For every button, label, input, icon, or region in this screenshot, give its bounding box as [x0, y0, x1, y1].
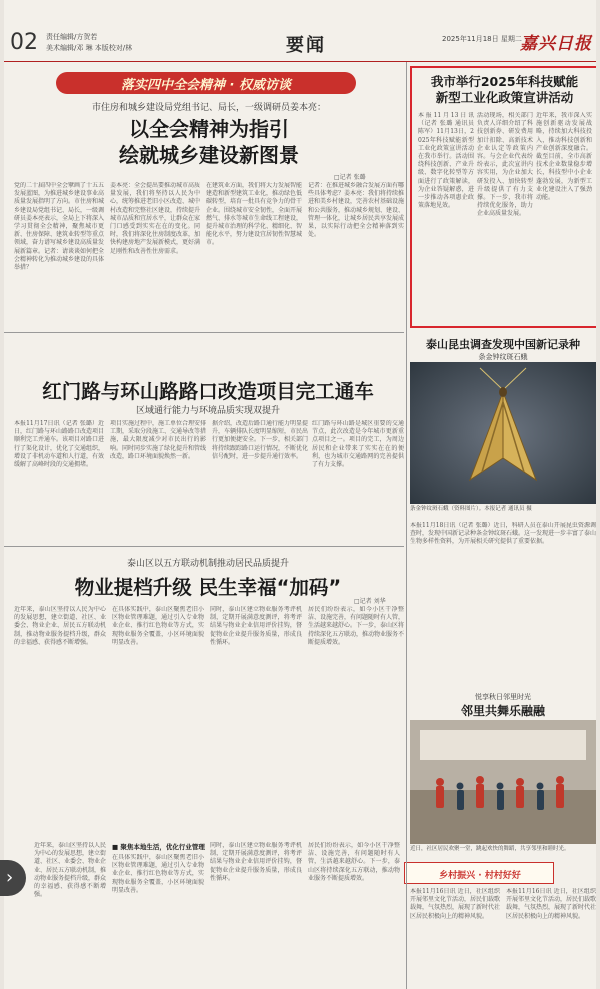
- topic-banner: 落实四中全会精神 · 权威访谈: [56, 72, 356, 94]
- editor-info: 责任编辑/方贺若 美术编辑/邓 琳 本版校对/林: [46, 33, 133, 52]
- article1-headline[interactable]: 以全会精神为指引 绘就城乡建设新图景: [119, 117, 299, 167]
- insect-photo: [410, 362, 596, 504]
- article1-column: 党的二十届四中全会擘画了十五五发展蓝图，为推进城乡建设事业高质量发展指明了方向。市住房和城乡建设局党组书记、局长，一级调研员姜本亮表示，全局上下将深入学习贯彻全会精神，聚焦城市更新、住房保障、建筑业转型等重点领域，奋力谱写城乡建设高质量发展新篇章。记者：请谈谈如何把全会精神转化为推动城乡建设的具体举措？: [14, 182, 104, 272]
- column-divider: [406, 62, 407, 989]
- photo2-text: 本报11月16日讯 近日，社区组织开展邻里文化节活动，居民们载歌载舞，气氛热烈，展现了新时代社区居民积极向上的精神风貌。: [506, 888, 596, 920]
- article2-headline[interactable]: 红门路与环山路路口改造项目完工通车: [42, 380, 374, 403]
- highlighted-article-column: 本报11月13日讯（记者 张璐 通讯员 陈军）11月13日，2025年科技赋能新型工业化政策宣讲活动在我市举行。活动围绕科技创新、产业升级、数字化转型等方面进行了政策解读，为企业答疑解惑，进一步推动各项惠企政策落地见效。: [418, 112, 474, 210]
- newspaper-page: [4, 0, 596, 989]
- highlighted-article-title: 我市举行2025年科技赋能 新型工业化政策宣讲活动: [430, 74, 579, 105]
- article2-column: 项目实施过程中，施工单位合理安排工期，采取分段施工、交通导改等措施，最大限度减少对市民出行的影响。同时同步实施了绿化提升和管线改造，路口环境面貌焕然一新。: [110, 420, 206, 460]
- dancers-icon: [410, 720, 596, 844]
- photo1-text: 本报11月18日讯（记者 张璐）近日，科研人员在泰山开展昆虫资源调查时，发现中国新记录种条金钟纹斑石蛾。这一发现进一步丰富了泰山生物多样性资料，为开展相关研究提供了重要依据。: [410, 522, 596, 546]
- article1-column: 在建筑业方面，我们将大力发展智能建造和新型建筑工业化，推动绿色低碳转型，培育一批具有竞争力的骨干企业。围绕城市安全韧性，全面开展燃气、排水等城市生命线工程建设，提升城市治理的科学化、精细化、智能化水平，努力建设宜居韧性智慧城市。: [206, 182, 302, 247]
- photo2-title[interactable]: 邻里共舞乐融融: [460, 704, 545, 718]
- article3-column: 同时，泰山区建立物业服务考评机制，定期开展满意度测评，将考评结果与物业企业信用评价挂钩，督促物业企业提升服务质量，形成良性循环。: [210, 842, 302, 882]
- article1-kicker: 市住房和城乡建设局党组书记、局长，一级调研员姜本亮：: [91, 103, 326, 113]
- highlighted-article[interactable]: [410, 66, 596, 328]
- page-number: 02: [10, 30, 38, 55]
- masthead: [4, 28, 596, 62]
- ad-banner[interactable]: 乡村振兴 · 村村好好: [404, 862, 554, 884]
- article3-column: 近年来，泰山区坚持以人民为中心的发展思想，建立街道、社区、业委会、物业企业、居民五方联动机制，推动物业服务提档升级，群众的幸福感、获得感不断增强。: [14, 606, 106, 646]
- article2-column: 据介绍，改造后路口通行能力明显提升，车辆排队长度明显缩短，市民出行更加便捷安全。下一步，相关部门将持续跟踪路口运行情况，不断优化信号配时，进一步提升通行效率。: [212, 420, 308, 460]
- dance-photo: [410, 720, 596, 844]
- article3-column: 在具体实践中，泰山区聚焦老旧小区物业管理难题，通过引入专业物业企业、推行红色物业等方式，实现物业服务全覆盖，小区环境面貌明显改善。: [112, 606, 204, 646]
- divider: [4, 332, 404, 333]
- chevron-right-icon: ›: [6, 867, 14, 888]
- highlighted-article-column: 活动现场，相关部门负责人详细介绍了科技创新券、研发费用加计扣除、高新技术企业认定等政策内容。与会企业代表纷纷表示，此次宣讲内容实用，为企业加大研发投入、加快转型升级提供了有力支撑。下一步，我市将持续优化服务，助力企业高质量发展。: [477, 112, 533, 218]
- article1-byline: □记者 张璐: [334, 174, 366, 181]
- moth-icon: [410, 362, 596, 504]
- article2-column: 本报11月17日讯（记者 张璐）近日，红门路与环山路路口改造项目顺利完工并通车。该项目对路口进行了渠化设计，优化了交通组织，增设了非机动车道和人行道，有效缓解了高峰时段的交通拥堵。: [14, 420, 104, 469]
- section-title: 要闻: [286, 35, 326, 56]
- article3-column: 近年来，泰山区坚持以人民为中心的发展思想，建立街道、社区、业委会、物业企业、居民五方联动机制，推动物业服务提档升级，群众的幸福感、获得感不断增强。: [34, 842, 106, 899]
- divider: [4, 546, 404, 547]
- photo1-caption: 条金钟纹斑石蛾（资料图片）。本报记者 通讯员 摄: [410, 506, 532, 512]
- article1-column: 姜本亮：全会提出要推动城市高质量发展，我们将坚持以人民为中心，统筹推进老旧小区改造、城中村改造和完整社区建设，持续提升城市品质和宜居水平，让群众在家门口感受到实实在在的变化。同时，我们将深化住房制度改革，加快构建房地产发展新模式，更好满足刚性和改善性住房需求。: [110, 182, 200, 255]
- article3-column: 居民们纷纷表示，如今小区干净整洁、设施完善，有问题随时有人管，生活越来越舒心。下一步，泰山区将持续深化五方联动，推动物业服务不断提质增效。: [308, 842, 400, 882]
- photo2-text: 本报11月16日讯 近日，社区组织开展邻里文化节活动，居民们载歌载舞，气氛热烈，展现了新时代社区居民积极向上的精神风貌。: [410, 888, 500, 920]
- article3-byline: □记者 刘华: [354, 598, 386, 605]
- article2-kicker: 区域通行能力与环境品质实现双提升: [135, 406, 280, 416]
- photo1-kicker: 条金钟纹斑石蛾: [478, 353, 528, 361]
- article3-headline[interactable]: 物业提档升级 民生幸福“加码”: [74, 576, 342, 599]
- photo1-title[interactable]: 泰山昆虫调查发现中国新记录种: [426, 338, 580, 351]
- article2-column: 红门路与环山路是城区重要的交通节点，此次改造是今年城市更新重点项目之一。项目的完工，为周边居民和企业带来了实实在在的便利，也为城市交通路网的完善提供了有力支撑。: [312, 420, 404, 469]
- photo2-caption: 近日，社区居民欢聚一堂，跳起欢快的舞蹈，共享邻里和睦时光。: [410, 846, 570, 852]
- article3-column: 在具体实践中，泰山区聚焦老旧小区物业管理难题，通过引入专业物业企业、推行红色物业等方式，实现物业服务全覆盖，小区环境面貌明显改善。: [112, 854, 204, 894]
- highlighted-article-column: 近年来，我市深入实施创新驱动发展战略，持续加大科技投入，推动科技创新和产业创新深度融合。截至目前，全市高新技术企业数量稳步增长，科技型中小企业蓬勃发展，为新型工业化建设注入了强劲动能。: [536, 112, 592, 202]
- photo2-kicker: 悦享秋日邻里时光: [475, 693, 531, 701]
- newspaper-logo: 嘉兴日报: [520, 34, 592, 54]
- article3-column: 同时，泰山区建立物业服务考评机制，定期开展满意度测评，将考评结果与物业企业信用评价挂钩，督促物业企业提升服务质量，形成良性循环。: [210, 606, 302, 646]
- article1-column: 记者：在推进城乡融合发展方面有哪些具体考虑？姜本亮：我们将持续推进和美乡村建设，完善农村基础设施和公共服务，推动城乡规划、建设、管理一体化，让城乡居民共享发展成果，以实际行动把全会精神落到实处。: [308, 182, 404, 239]
- article3-subhead: ■ 聚焦本地生活，优化行业管理: [112, 843, 205, 851]
- article3-kicker: 泰山区以五方联动机制推动居民品质提升: [126, 559, 289, 569]
- issue-date: 2025年11月18日 星期二: [442, 35, 522, 43]
- article3-column: 居民们纷纷表示，如今小区干净整洁、设施完善，有问题随时有人管，生活越来越舒心。下一步，泰山区将持续深化五方联动，推动物业服务不断提质增效。: [308, 606, 404, 646]
